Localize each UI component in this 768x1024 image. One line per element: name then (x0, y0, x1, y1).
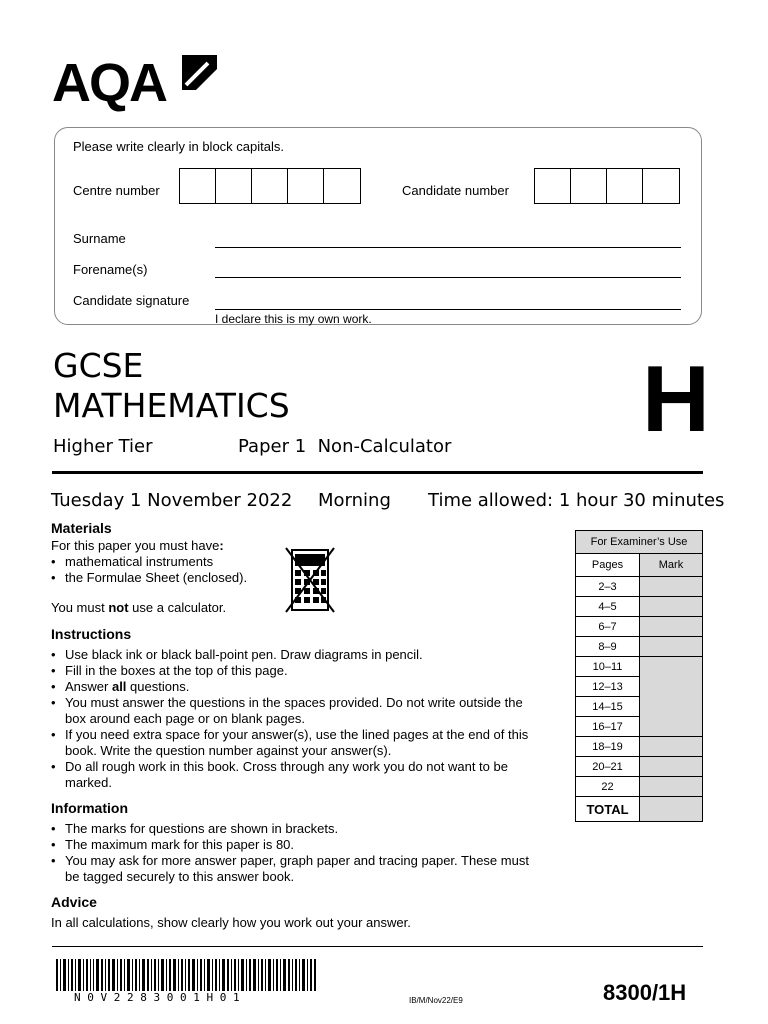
table-row: 18–19 (576, 737, 703, 757)
mark-cell[interactable] (640, 577, 703, 597)
total-label: TOTAL (576, 797, 640, 822)
surname-label: Surname (73, 231, 126, 246)
candidate-number-label: Candidate number (402, 183, 509, 198)
table-row: 6–7 (576, 617, 703, 637)
centre-number-label: Centre number (73, 183, 160, 198)
total-cell[interactable] (640, 797, 703, 822)
declaration-text: I declare this is my own work. (215, 312, 372, 326)
paper-label: Paper 1 Non-Calculator (238, 436, 452, 457)
mark-cell[interactable] (640, 637, 703, 657)
tier-label: Higher Tier (53, 436, 153, 457)
table-row: 2–3 (576, 577, 703, 597)
list-item: • the Formulae Sheet (enclosed). (51, 570, 291, 586)
qualification-heading: GCSE (53, 346, 144, 385)
centre-number-boxes[interactable] (179, 168, 361, 204)
time-allowed: Time allowed: 1 hour 30 minutes (428, 490, 725, 511)
materials-intro: For this paper you must have: (51, 538, 224, 553)
barcode-icon (56, 959, 316, 991)
table-row: 4–5 (576, 597, 703, 617)
table-row: 8–9 (576, 637, 703, 657)
table-row: 22 (576, 777, 703, 797)
list-item: • Answer all questions. (51, 679, 537, 695)
candidate-number-boxes[interactable] (534, 168, 680, 204)
tier-letter: H (642, 346, 710, 451)
table-row: 20–21 (576, 757, 703, 777)
aqa-logo-icon (182, 55, 218, 91)
list-item: • You must answer the questions in the spaces provided. Do not write outside the box around each page or on blank pages. (51, 695, 537, 727)
mark-cell[interactable] (640, 597, 703, 617)
barcode-number: N 0 V 2 2 8 3 0 0 1 H 0 1 (74, 991, 240, 1004)
information-title: Information (51, 800, 128, 816)
information-list (51, 821, 537, 885)
title-rule (52, 471, 703, 474)
list-item: • You may ask for more answer paper, graph paper and tracing paper. These must be tagged securely to this answer book. (51, 853, 537, 885)
surname-line[interactable] (215, 247, 681, 248)
signature-label: Candidate signature (73, 293, 190, 308)
list-item: • If you need extra space for your answer(s), use the lined pages at the end of this book. Write the question number against your answer(s). (51, 727, 537, 759)
advice-title: Advice (51, 894, 97, 910)
paper-reference: IB/M/Nov22/E9 (409, 996, 463, 1005)
signature-line[interactable] (215, 309, 681, 310)
subject-heading: MATHEMATICS (53, 386, 290, 425)
list-item: • Fill in the boxes at the top of this page. (51, 663, 537, 679)
table-row (576, 797, 703, 822)
advice-text: In all calculations, show clearly how you work out your answer. (51, 915, 411, 930)
table-row: 12–13 (576, 677, 703, 697)
forename-line[interactable] (215, 277, 681, 278)
mark-header: Mark (640, 554, 703, 577)
list-item: • Do all rough work in this book. Cross through any work you do not want to be marked. (51, 759, 537, 791)
pages-header: Pages (576, 554, 640, 577)
aqa-logo-text: AQA (52, 53, 166, 113)
calculator-warning: You must not use a calculator. (51, 600, 227, 615)
exam-session: Morning (318, 490, 391, 511)
table-row: 16–17 (576, 717, 703, 737)
forename-label: Forename(s) (73, 262, 148, 277)
footer-rule (52, 946, 703, 947)
list-item: • Use black ink or black ball-point pen. Draw diagrams in pencil. (51, 647, 537, 663)
list-item: • The marks for questions are shown in brackets. (51, 821, 537, 837)
mark-cell[interactable] (640, 777, 703, 797)
list-item: • The maximum mark for this paper is 80. (51, 837, 537, 853)
block-capitals-instruction: Please write clearly in block capitals. (73, 139, 284, 154)
table-row: 14–15 (576, 697, 703, 717)
no-calculator-icon (284, 546, 336, 614)
mark-cell[interactable] (640, 657, 703, 737)
list-item: • mathematical instruments (51, 554, 291, 570)
examiner-title: For Examiner’s Use (576, 531, 703, 554)
table-row: 10–11 (576, 657, 703, 677)
materials-title: Materials (51, 520, 112, 536)
materials-list (51, 554, 291, 586)
exam-date: Tuesday 1 November 2022 (51, 490, 293, 511)
mark-cell[interactable] (640, 737, 703, 757)
mark-cell[interactable] (640, 757, 703, 777)
mark-cell[interactable] (640, 617, 703, 637)
paper-code: 8300/1H (603, 980, 687, 1005)
instructions-title: Instructions (51, 626, 132, 642)
examiner-table (575, 530, 703, 822)
instructions-list (51, 647, 537, 791)
